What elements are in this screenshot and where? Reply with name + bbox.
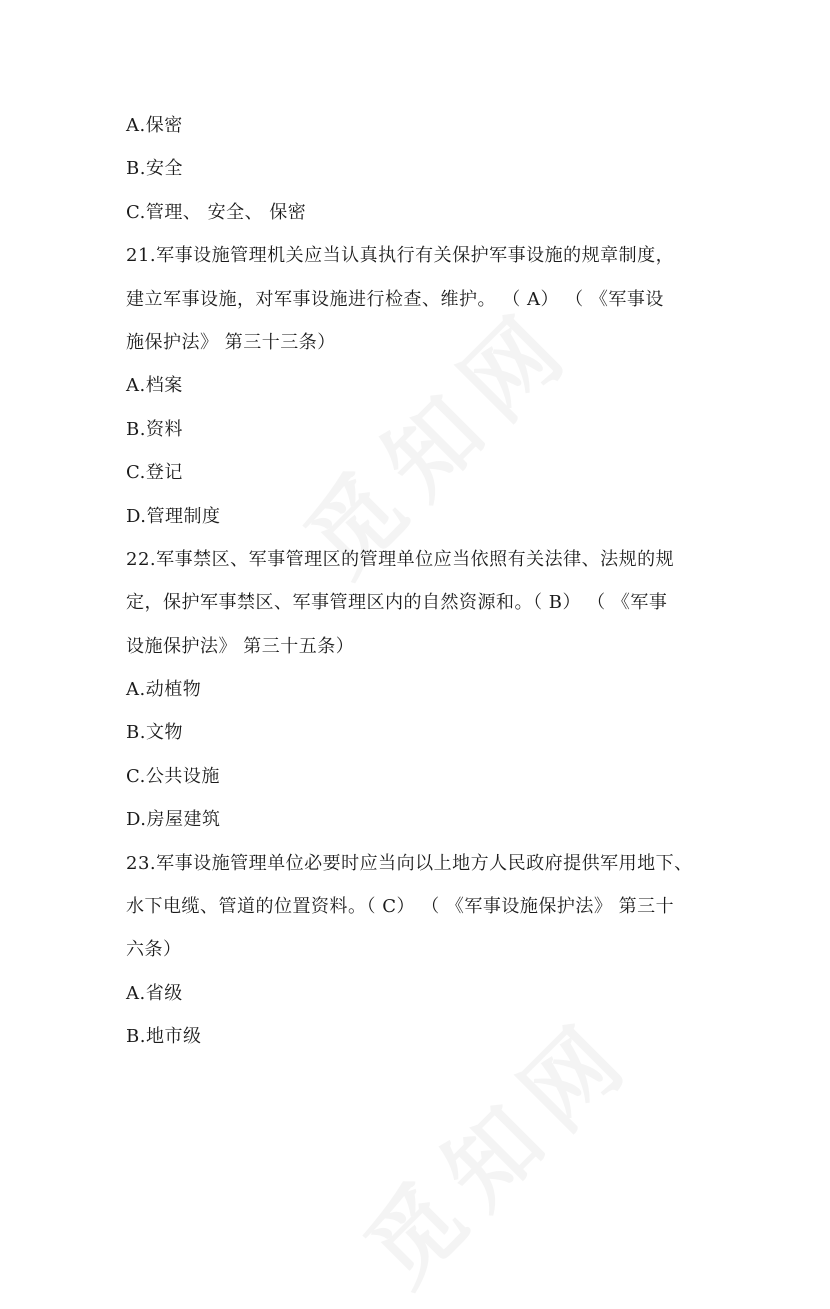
question-22-line: 22.军事禁区、军事管理区的管理单位应当依照有关法律、法规的规 (126, 548, 675, 570)
option-line: D.管理制度 (126, 505, 221, 527)
question-22-line: 设施保护法》 第三十五条） (126, 635, 355, 657)
option-line: B.文物 (126, 722, 183, 744)
option-line: A.省级 (126, 982, 183, 1004)
question-21-line: 建立军事设施，对军事设施进行检查、维护。 （ A） （ 《军事设 (126, 288, 664, 310)
question-23-line: 23.军事设施管理单位必要时应当向以上地方人民政府提供军用地下、 (126, 852, 693, 874)
option-line: A.档案 (126, 375, 183, 397)
option-line: B.安全 (126, 158, 183, 180)
option-line: A.保密 (126, 115, 183, 136)
question-23-line: 水下电缆、管道的位置资料。（ C） （ 《军事设施保护法》 第三十 (126, 896, 675, 918)
option-line: B.地市级 (126, 1026, 202, 1048)
option-line: D.房屋建筑 (126, 809, 221, 831)
option-line: B.资料 (126, 418, 183, 440)
question-21-line: 21.军事设施管理机关应当认真执行有关保护军事设施的规章制度， (126, 245, 675, 267)
question-21-line: 施保护法》 第三十三条） (126, 331, 336, 353)
option-line: C.公共设施 (126, 765, 220, 787)
question-22-line: 定，保护军事禁区、军事管理区内的自然资源和。（ B） （ 《军事 (126, 592, 668, 614)
option-line: A.动植物 (126, 679, 202, 701)
document-body (126, 104, 716, 1059)
option-line: C.登记 (126, 462, 183, 484)
question-23-line: 六条） (126, 939, 182, 961)
option-line: C.管理、 安全、 保密 (126, 201, 307, 223)
